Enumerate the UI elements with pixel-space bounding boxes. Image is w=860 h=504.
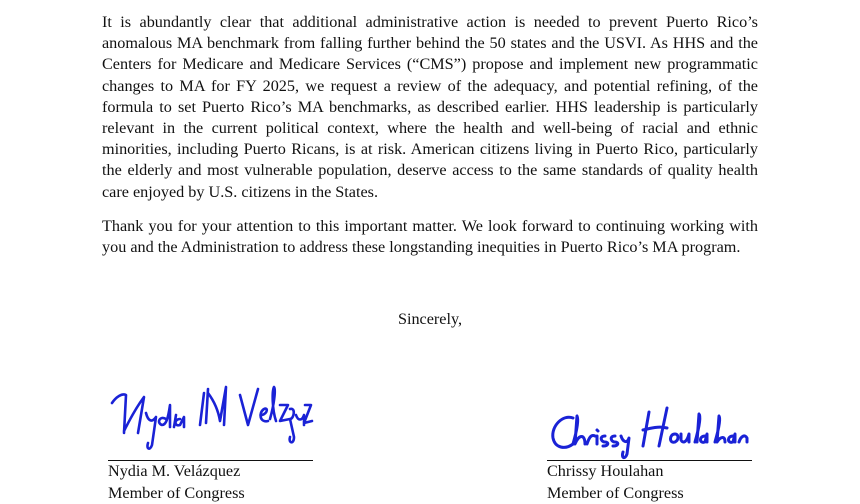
- signatory-title-velazquez: Member of Congress: [108, 483, 318, 504]
- signatory-name-houlahan: Chrissy Houlahan: [547, 461, 757, 483]
- handwritten-signature-houlahan: [547, 400, 752, 460]
- signature-block-houlahan: [547, 400, 757, 504]
- signatory-name-velazquez: Nydia M. Velázquez: [108, 461, 318, 483]
- closing-salutation: Sincerely,: [0, 309, 860, 330]
- signature-block-velazquez: [108, 375, 318, 504]
- signatory-title-houlahan: Member of Congress: [547, 483, 757, 504]
- handwritten-signature-velazquez: [108, 375, 313, 460]
- body-paragraph-thank-you: Thank you for your attention to this important matter. We look forward to continuing working with you and the Administration to address these longstanding inequities in Puerto Rico’s MA program.: [102, 216, 758, 258]
- body-paragraph-administrative-action: It is abundantly clear that additional administrative action is needed to prevent Puerto Rico’s anomalous MA benchmark from falling further behind the 50 states and the USVI. As HHS and the Centers for Medicare and Medicare Services (“CMS”) propose and implement new programmatic changes to MA for FY 2025, we request a review of the adequacy, and potential refining, of the formula to set Puerto Rico’s MA benchmarks, as described earlier. HHS leadership is particularly relevant in the current political context, where the health and well-being of racial and ethnic minorities, including Puerto Ricans, is at risk. American citizens living in Puerto Rico, particularly the elderly and most vulnerable population, deserve access to the same standards of quality health care enjoyed by U.S. citizens in the States.: [102, 12, 758, 203]
